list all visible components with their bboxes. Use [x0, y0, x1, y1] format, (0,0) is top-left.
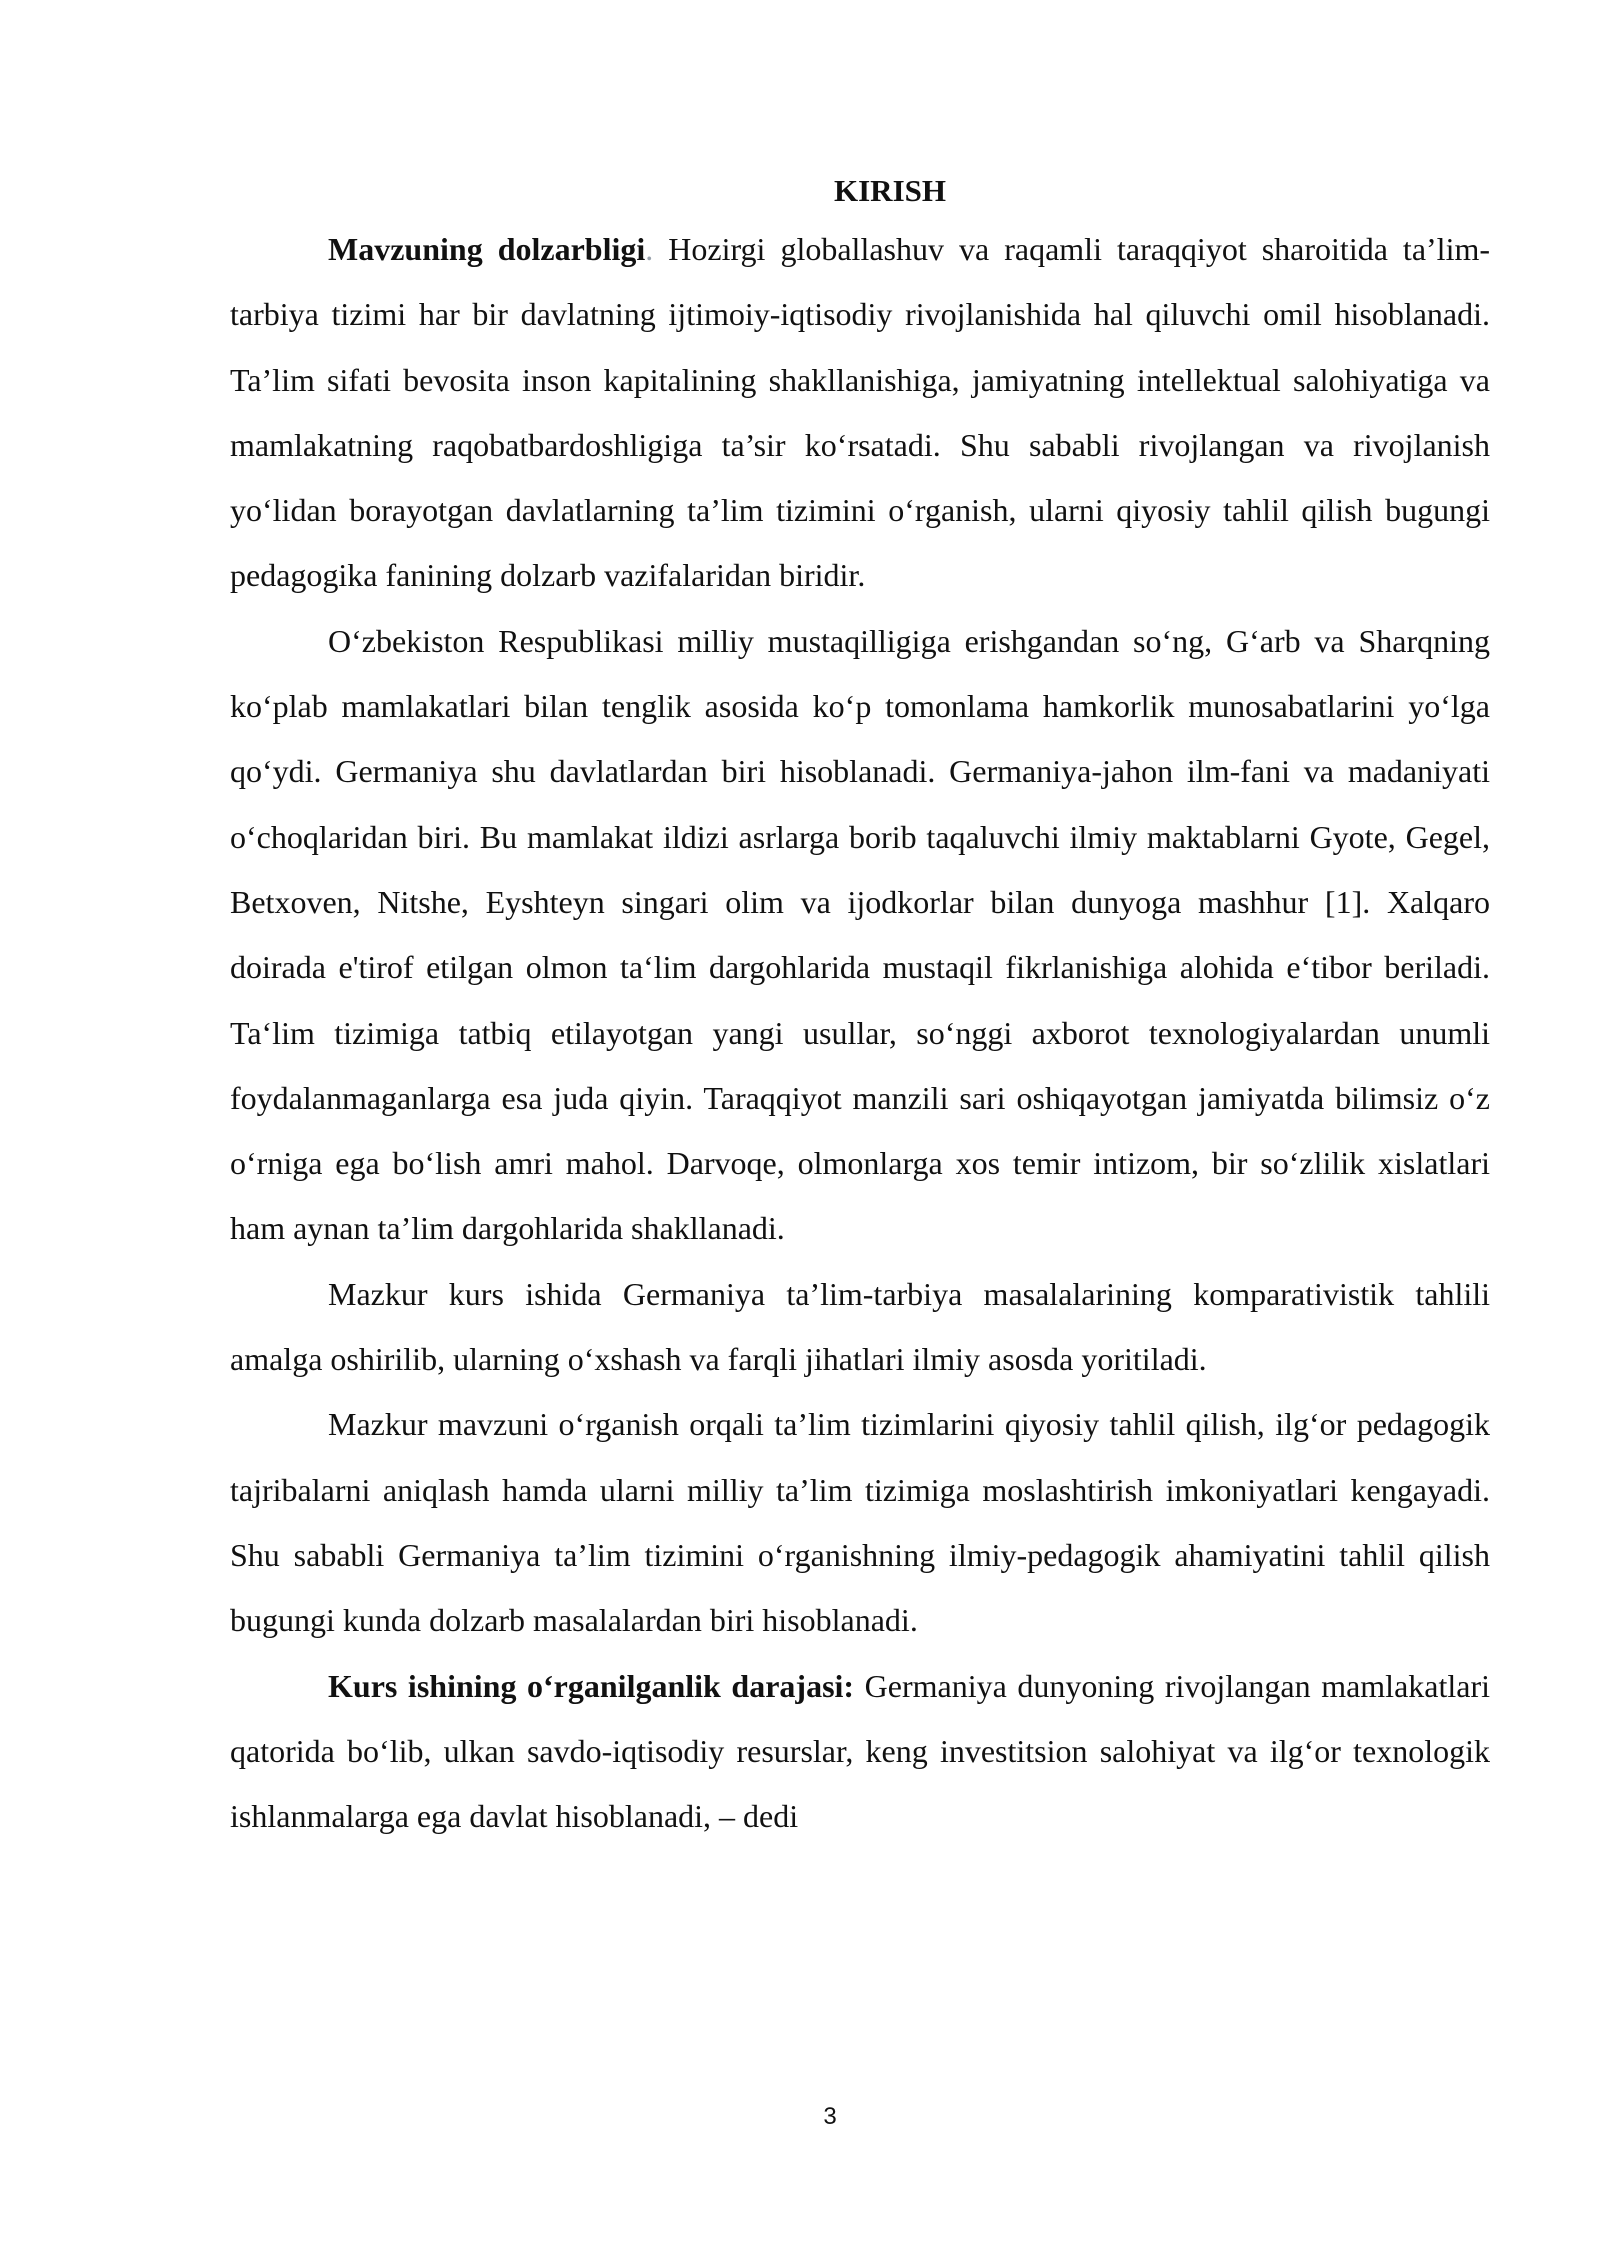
paragraph-uzbekistan	[230, 609, 1490, 1262]
section-heading: KIRISH	[834, 173, 946, 208]
paragraph-text: Mazkur mavzuni o‘rganish orqali ta’lim tizimlarini qiyosiy tahlil qilish, ilg‘or pedagogik tajribalarni aniqlash hamda ularni milliy ta’lim tizimiga moslashtirish imkoniyatlari kengayadi. Shu sababli Germaniya ta’lim tizimini o‘rganishning ilmiy-pedagogik ahamiyatini tahlil qilish bugungi kunda dolzarb masalalardan biri hisoblanadi.	[230, 1406, 1490, 1639]
page-number: 3	[823, 2103, 837, 2130]
paragraph-degree-of-study	[230, 1654, 1490, 1850]
paragraph-significance	[230, 1392, 1490, 1653]
lead-punctuation: .	[645, 231, 654, 267]
paragraph-lead: Mavzuning dolzarbligi	[328, 231, 646, 267]
paragraph-lead: Kurs ishining o‘rganilganlik darajasi:	[328, 1667, 855, 1704]
paragraph-text: Germaniya dunyoning rivojlangan mamlakatlari qatorida bo‘lib, ulkan savdo-iqtisodiy resurslar, keng investitsion salohiyat va ilg‘or texnologik ishlanmalarga ega davlat hisoblanadi, – dedi	[230, 1667, 1491, 1835]
paragraph-text: Mazkur kurs ishida Germaniya ta’lim-tarbiya masalalarining komparativistik tahlili amalga oshirilib, ularning o‘xshash va farqli jihatlari ilmiy asosda yoritiladi.	[230, 1275, 1490, 1378]
paragraph-text: O‘zbekiston Respublikasi milliy mustaqilligiga erishgandan so‘ng, G‘arb va Sharqning ko‘plab mamlakatlari bilan tenglik asosida ko‘p tomonlama hamkorlik munosabatlarini yo‘lga qo‘ydi. Germaniya shu davlatlardan biri hisoblanadi. Germaniya-jahon ilm-fani va madaniyati o‘choqlaridan biri. Bu mamlakat ildizi asrlarga borib taqaluvchi ilmiy maktablarni Gyote, Gegel, Betxoven, Nitshe, Eyshteyn singari olim va ijodkorlar bilan dunyoga mashhur [1]. Xalqaro doirada e'tirof etilgan olmon ta‘lim dargohlarida mustaqil fikrlanishiga alohida e‘tibor beriladi. Ta‘lim tizimiga tatbiq etilayotgan yangi usullar, so‘nggi axborot texnologiyalardan unumli foydalanmaganlarga esa juda qiyin. Taraqqiyot manzili sari oshiqayotgan jamiyatda bilimsiz o‘z o‘rniga ega bo‘lish amri mahol. Darvoqe, olmonlarga xos temir intizom, bir so‘zlilik xislatlari ham aynan ta’lim dargohlarida shakllanadi.	[230, 622, 1490, 1247]
paragraph-relevance	[230, 217, 1490, 609]
paragraph-text: Hozirgi globallashuv va raqamli taraqqiyot sharoitida ta’lim-tarbiya tizimi har bir davlatning ijtimoiy-iqtisodiy rivojlanishida hal qiluvchi omil hisoblanadi. Ta’lim sifati bevosita inson kapitalining shakllanishiga, jamiyatning intellektual salohiyatiga va mamlakatning raqobatbardoshligiga ta’sir ko‘rsatadi. Shu sababli rivojlangan va rivojlanish yo‘lidan borayotgan davlatlarning ta’lim tizimini o‘rganish, ularni qiyosiy tahlil qilish bugungi pedagogika fanining dolzarb vazifalaridan biridir.	[230, 231, 1491, 594]
paragraph-coursework-aim	[230, 1262, 1490, 1393]
page-content	[230, 165, 1490, 1849]
